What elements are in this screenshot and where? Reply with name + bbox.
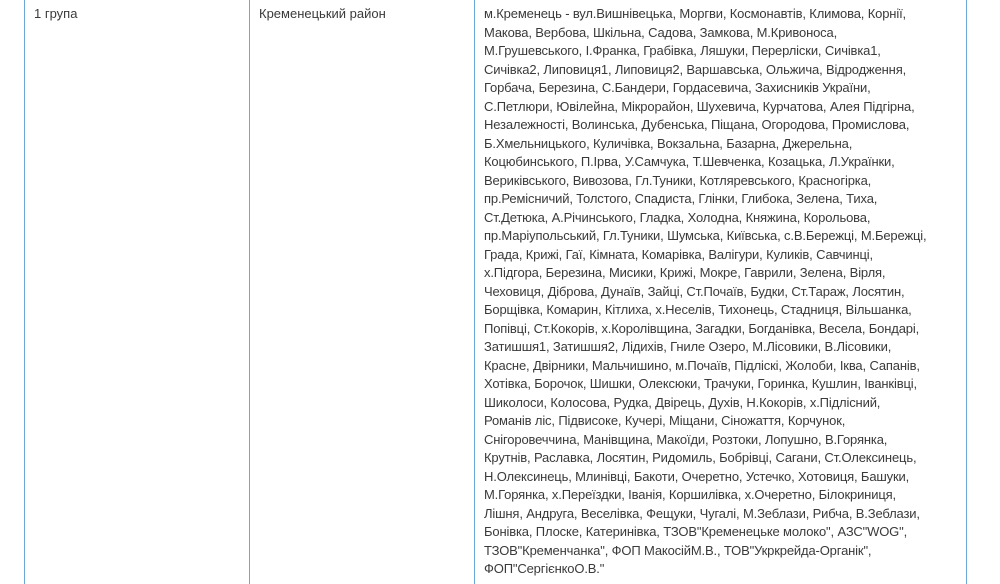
settlements-line: Сичівка2, Липовиця1, Липовиця2, Варшавська, Ольжича, Відродження,: [484, 61, 907, 77]
district-label: Кременецький район: [259, 6, 386, 21]
settlements-line: пр.Ремісничий, Толстого, Спадиста, Глінки, Глибока, Зелена, Тиха,: [484, 191, 878, 206]
schedule-table: [24, 0, 967, 584]
settlements-line: Борщівка, Комарин, Кітлиха, х.Неселів, Тихонець, Стадниця, Вільшанка,: [484, 302, 912, 317]
settlements-line: пр.Маріупольський, Гл.Туники, Шумська, Київська, с.В.Бережці, М.Бережці,: [484, 228, 927, 243]
settlements-line: Романів ліс, Підвисоке, Кучері, Міщани, Сіножаття, Корчунок,: [484, 413, 846, 428]
settlements-line: М.Горянка, х.Переїздки, Іванія, Коршилівка, х.Очеретно, Білокриниця,: [484, 487, 896, 502]
settlements-line: Незалежності, Волинська, Дубенська, Піщана, Огородова, Промислова,: [484, 117, 910, 132]
settlements-line: м.Кременець - вул.Вишнівецька, Моргви, Космонавтів, Климова, Корнії,: [484, 6, 906, 21]
settlements-line: Града, Крижі, Гаї, Кімната, Комарівка, Валігури, Куликів, Савчинці,: [484, 246, 873, 262]
group-label: 1 група: [34, 6, 78, 21]
settlements-line: Б.Хмельницького, Куличівка, Вокзальна, Базарна, Джерельна,: [484, 135, 853, 151]
settlements-line: Попівці, Ст.Кокорів, х.Королівщина, Загадки, Богданівка, Весела, Бондарі,: [484, 320, 920, 336]
settlements-line: Коцюбинського, П.Ірва, У.Самчука, Т.Шевченка, Козацька, Л.Українки,: [484, 154, 895, 169]
settlements-line: Горбача, Березина, С.Бандери, Гордасевича, Захисників України,: [484, 80, 871, 95]
settlements-line: Чеховиця, Діброва, Дунаїв, Зайці, Ст.Почаїв, Будки, Ст.Тараж, Лосятин,: [484, 283, 905, 299]
district-cell: [250, 0, 475, 584]
settlements-line: Макова, Вербова, Шкільна, Садова, Замкова, М.Кривоноса,: [484, 24, 838, 40]
settlements-list: [475, 0, 966, 579]
group-cell: [25, 0, 250, 584]
settlements-line: Шиколоси, Колосова, Рудка, Двірець, Духів, Н.Кокорів, х.Підлісний,: [484, 394, 881, 410]
settlements-line: Лішня, Андруга, Веселівка, Фещуки, Чугалі, М.Зеблази, Рибча, В.Зеблази,: [484, 505, 920, 521]
settlements-line: ТЗОВ"Кременчанка", ФОП МакосійМ.В., ТОВ"Укркрейда-Органік",: [484, 542, 872, 558]
settlements-line: С.Петлюри, Ювілейна, Мікрорайон, Шухевича, Курчатова, Алея Підгірна,: [484, 98, 915, 114]
settlements-line: Вериківського, Вивозова, Гл.Туники, Котляревського, Красногірка,: [484, 172, 872, 188]
settlements-line: х.Підгора, Березина, Мисики, Крижі, Мокре, Гаврили, Зелена, Вірля,: [484, 265, 886, 280]
settlements-line: Н.Олексинець, Млинівці, Бакоти, Очеретно, Устечко, Хотовиця, Башуки,: [484, 468, 910, 484]
settlements-line: Ст.Детюка, А.Річинського, Гладка, Холодна, Княжина, Корольова,: [484, 209, 871, 225]
settlements-line: Красне, Двірники, Мальчишино, м.Почаїв, Підліскі, Жолоби, Іква, Сапанів,: [484, 357, 920, 373]
settlements-line: М.Грушевського, І.Франка, Грабівка, Ляшуки, Перерліски, Сичівка1,: [484, 43, 881, 58]
settlements-line: Крутнів, Раславка, Лосятин, Ридомиль, Бобрівці, Сагани, Ст.Олексинець,: [484, 450, 917, 465]
settlements-line: Бонівка, Плоске, Катеринівка, ТЗОВ"Кременецьке молоко", АЗС"WOG",: [484, 524, 908, 539]
settlements-line: Хотівка, Борочок, Шишки, Олексюки, Трачуки, Горинка, Кушлин, Іванківці,: [484, 376, 917, 391]
settlements-line: Снігоровеччина, Манівщина, Макоїди, Розтоки, Лопушно, В.Горянка,: [484, 431, 888, 447]
settlements-cell: [475, 0, 966, 584]
settlements-line: Затишшя1, Затишшя2, Лідихів, Гниле Озеро, М.Лісовики, В.Лісовики,: [484, 339, 892, 354]
settlements-line: ФОП"СергієнкоО.В.": [484, 561, 605, 576]
